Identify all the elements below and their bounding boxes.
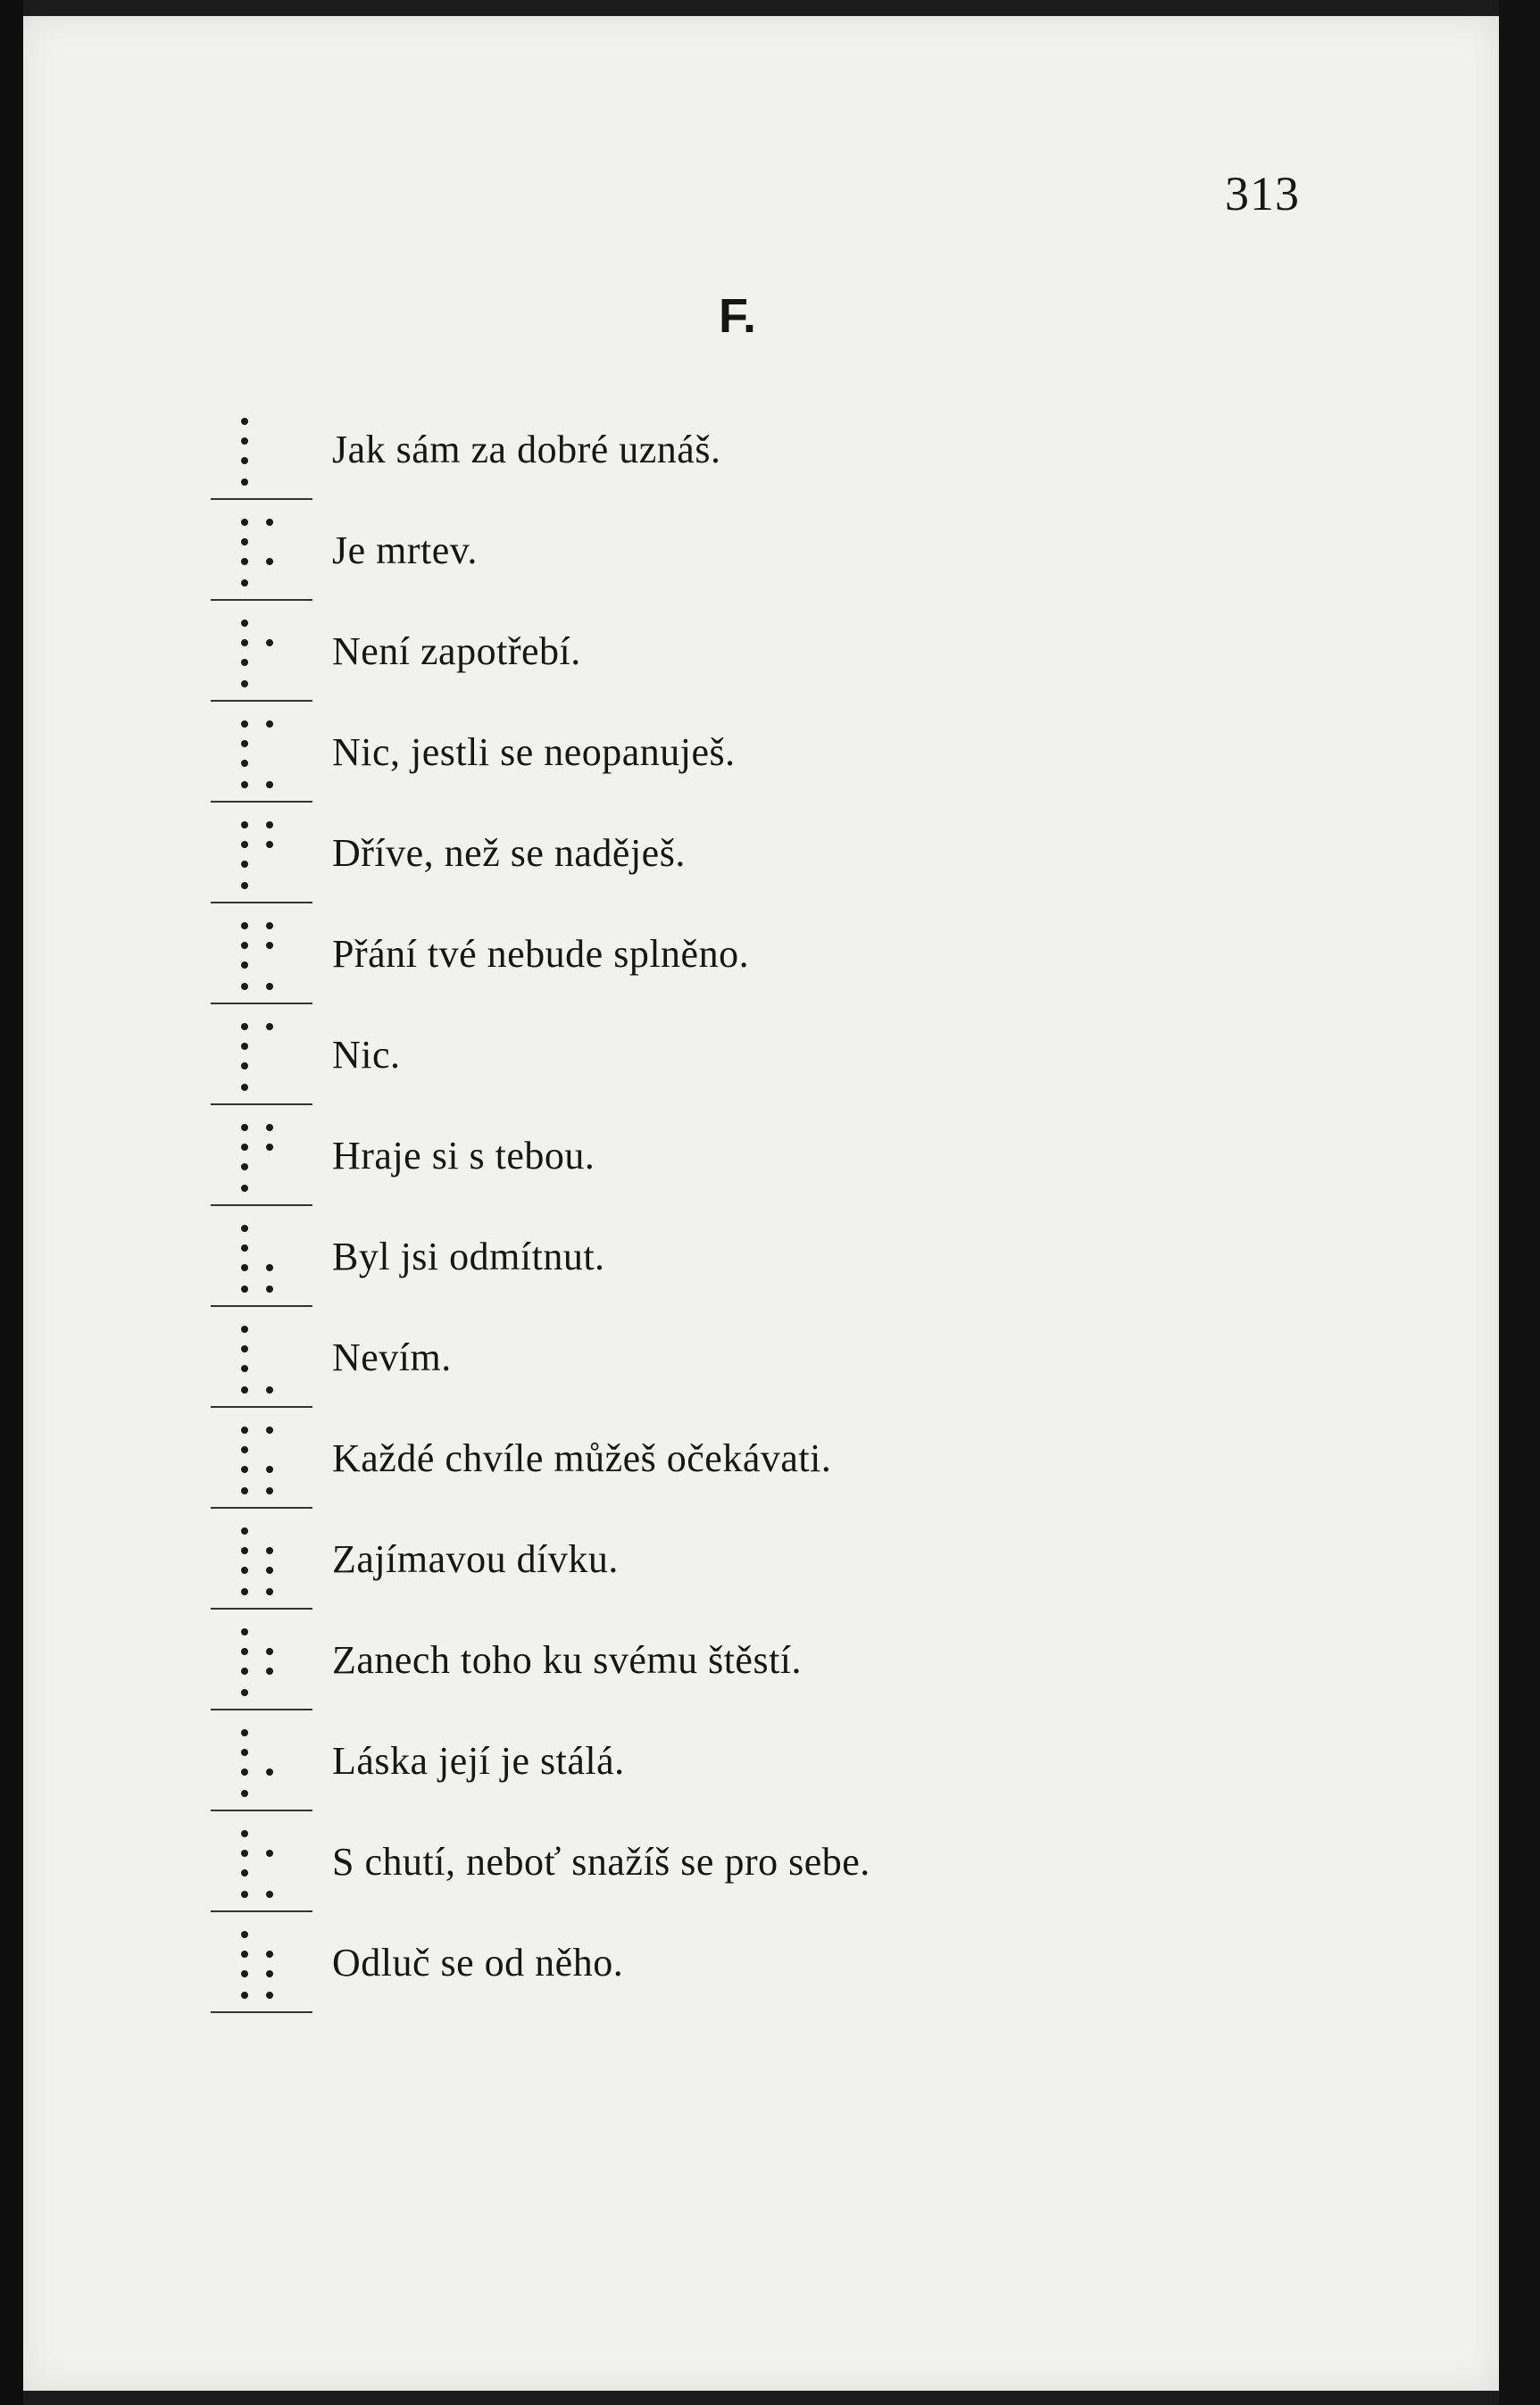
dot-figure — [202, 1710, 309, 1810]
dot-mark — [241, 479, 248, 486]
dot-mark — [241, 841, 248, 848]
entry-meaning-text: Nevím. — [332, 1336, 452, 1379]
oracle-entry — [202, 802, 1273, 904]
dot-figure — [202, 1810, 309, 1910]
dot-mark — [241, 720, 248, 728]
dot-mark — [266, 922, 273, 929]
oracle-entry — [202, 1609, 1273, 1711]
dot-mark — [241, 1023, 248, 1030]
dot-mark — [241, 1185, 248, 1192]
dot-mark — [241, 983, 248, 990]
dot-mark — [241, 1830, 248, 1837]
entry-meaning-text: Zajímavou dívku. — [332, 1537, 619, 1581]
dot-mark — [266, 519, 273, 526]
dot-mark — [241, 1225, 248, 1232]
dot-mark — [241, 1527, 248, 1535]
dot-mark — [241, 1163, 248, 1170]
dot-mark — [241, 1466, 248, 1473]
dot-mark — [241, 942, 248, 949]
dot-mark — [241, 861, 248, 868]
dot-mark — [266, 1668, 273, 1675]
entry-meaning-text: Jak sám za dobré uznáš. — [332, 428, 721, 471]
dot-figure — [202, 1508, 309, 1608]
dot-figure — [202, 802, 309, 902]
oracle-entry — [202, 1205, 1273, 1308]
dot-mark — [241, 457, 248, 464]
dot-mark — [266, 1386, 273, 1394]
dot-mark — [241, 1749, 248, 1756]
dot-mark — [241, 1547, 248, 1554]
dot-mark — [266, 1951, 273, 1958]
dot-mark — [266, 1466, 273, 1473]
page-sheet — [23, 16, 1499, 2391]
entry-meaning-text: Byl jsi odmítnut. — [332, 1235, 605, 1278]
page-edge-shadow — [1499, 0, 1540, 2405]
dot-mark — [241, 1951, 248, 1958]
dot-mark — [241, 519, 248, 526]
oracle-entry — [202, 903, 1273, 1005]
oracle-entry — [202, 1911, 1273, 2014]
oracle-entry — [202, 1810, 1273, 1913]
dot-mark — [241, 579, 248, 587]
dot-mark — [241, 1365, 248, 1372]
dot-mark — [241, 781, 248, 788]
dot-mark — [241, 1790, 248, 1797]
dot-mark — [266, 1427, 273, 1434]
dot-mark — [266, 821, 273, 828]
dot-mark — [241, 1446, 248, 1453]
dot-mark — [241, 1124, 248, 1131]
dot-mark — [241, 882, 248, 889]
dot-mark — [241, 1567, 248, 1574]
dot-mark — [266, 1850, 273, 1857]
oracle-entry — [202, 701, 1273, 803]
dot-figure — [202, 600, 309, 700]
dot-mark — [241, 961, 248, 969]
page-number: 313 — [1225, 167, 1300, 221]
dot-mark — [241, 620, 248, 627]
dot-mark — [241, 1588, 248, 1595]
dot-mark — [241, 1768, 248, 1776]
oracle-entry — [202, 499, 1273, 602]
oracle-entry — [202, 1407, 1273, 1510]
dot-mark — [241, 437, 248, 445]
dot-mark — [241, 1729, 248, 1736]
dot-mark — [266, 781, 273, 788]
dot-mark — [266, 1970, 273, 1977]
dot-mark — [241, 922, 248, 929]
dot-mark — [241, 1244, 248, 1252]
dot-mark — [266, 720, 273, 728]
dot-mark — [241, 1345, 248, 1352]
dot-mark — [266, 1768, 273, 1776]
dot-mark — [266, 639, 273, 646]
dot-figure — [202, 903, 309, 1003]
dot-mark — [241, 1992, 248, 1999]
dot-mark — [241, 1487, 248, 1494]
entry-meaning-text: Každé chvíle můžeš očekávati. — [332, 1436, 832, 1480]
dot-mark — [241, 1668, 248, 1675]
dot-mark — [241, 760, 248, 767]
dot-mark — [241, 1891, 248, 1898]
dot-mark — [266, 942, 273, 949]
dot-mark — [266, 1264, 273, 1271]
dot-mark — [241, 1144, 248, 1151]
dot-mark — [266, 1992, 273, 1999]
dot-mark — [266, 983, 273, 990]
dot-mark — [266, 1891, 273, 1898]
dot-mark — [241, 418, 248, 425]
oracle-entry — [202, 1710, 1273, 1812]
dot-mark — [241, 1628, 248, 1635]
dot-mark — [241, 1043, 248, 1050]
oracle-entry — [202, 1306, 1273, 1409]
dot-mark — [241, 680, 248, 687]
dot-mark — [266, 1023, 273, 1030]
dot-mark — [266, 1144, 273, 1151]
entry-meaning-text: Dříve, než se naděješ. — [332, 831, 686, 875]
dot-figure — [202, 1609, 309, 1709]
dot-figure — [202, 499, 309, 599]
dot-mark — [241, 821, 248, 828]
entry-meaning-text: Nic, jestli se neopanuješ. — [332, 730, 736, 774]
dot-mark — [241, 659, 248, 666]
entry-meaning-text: Přání tvé nebude splněno. — [332, 932, 750, 976]
entry-meaning-text: Láska její je stálá. — [332, 1739, 625, 1783]
dot-mark — [241, 1931, 248, 1938]
dot-mark — [266, 1547, 273, 1554]
oracle-entry — [202, 1508, 1273, 1610]
dot-mark — [241, 1648, 248, 1655]
dot-figure — [202, 1003, 309, 1103]
dot-mark — [241, 740, 248, 747]
dot-figure — [202, 398, 309, 498]
dot-figure — [202, 701, 309, 801]
dot-mark — [241, 558, 248, 565]
dot-mark — [241, 1326, 248, 1333]
dot-mark — [241, 1084, 248, 1091]
dot-figure — [202, 1911, 309, 2011]
dot-mark — [241, 1264, 248, 1271]
dot-mark — [266, 1588, 273, 1595]
dot-mark — [241, 1869, 248, 1877]
oracle-entry — [202, 398, 1273, 501]
dot-mark — [266, 1567, 273, 1574]
dot-figure — [202, 1205, 309, 1305]
dot-mark — [241, 1386, 248, 1394]
dot-mark — [241, 1689, 248, 1696]
oracle-entry-list — [23, 16, 1499, 2391]
dot-figure — [202, 1104, 309, 1204]
entry-meaning-text: Je mrtev. — [332, 528, 478, 572]
entry-meaning-text: Odluč se od něho. — [332, 1941, 624, 1985]
dot-mark — [266, 1286, 273, 1293]
dot-mark — [266, 1648, 273, 1655]
entry-meaning-text: Zanech toho ku svému štěstí. — [332, 1638, 803, 1682]
dot-mark — [241, 1970, 248, 1977]
oracle-entry — [202, 600, 1273, 703]
dot-mark — [241, 1427, 248, 1434]
dot-mark — [241, 639, 248, 646]
book-spine-shadow — [0, 0, 23, 2405]
section-heading: F. — [718, 289, 756, 343]
entry-meaning-text: S chutí, neboť snažíš se pro sebe. — [332, 1840, 870, 1884]
dot-figure — [202, 1407, 309, 1507]
dot-mark — [241, 538, 248, 545]
dot-mark — [241, 1286, 248, 1293]
dot-figure — [202, 1306, 309, 1406]
dot-mark — [266, 558, 273, 565]
entry-meaning-text: Nic. — [332, 1033, 401, 1077]
entry-meaning-text: Hraje si s tebou. — [332, 1134, 595, 1178]
separator-rule — [211, 2011, 312, 2013]
entry-meaning-text: Není zapotřebí. — [332, 629, 581, 673]
dot-mark — [266, 1487, 273, 1494]
oracle-entry — [202, 1003, 1273, 1106]
oracle-entry — [202, 1104, 1273, 1207]
dot-mark — [241, 1062, 248, 1069]
dot-mark — [266, 1124, 273, 1131]
dot-mark — [241, 1850, 248, 1857]
dot-mark — [266, 841, 273, 848]
